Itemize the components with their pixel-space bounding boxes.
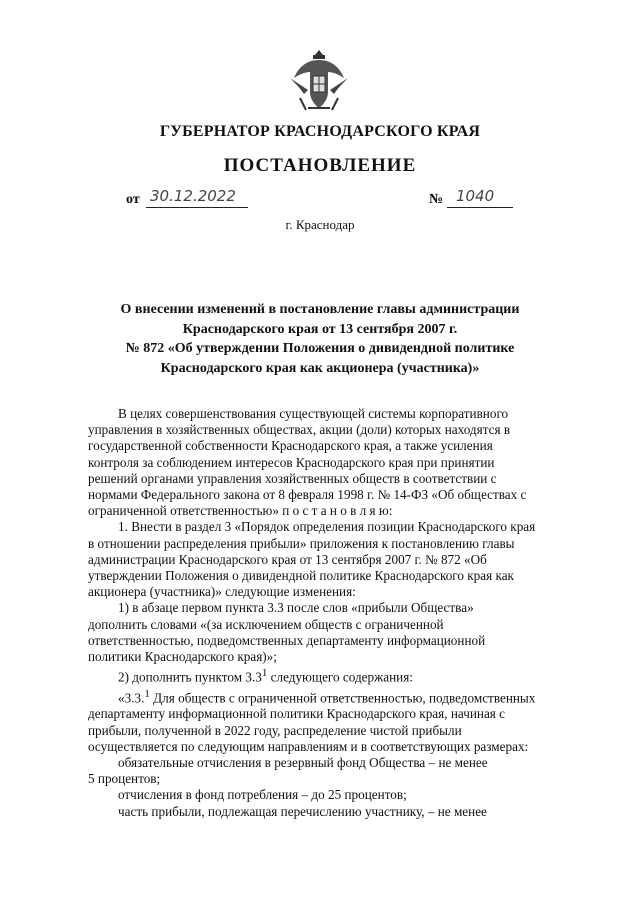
document-number: 1040 [456,187,495,205]
body-text: «3.3. [118,690,145,706]
body-line [88,665,598,686]
body-line: В целях совершенствования существующей системы корпоративного [118,406,509,421]
body-line: отчисления в фонд потребления – до 25 процентов; [118,787,407,803]
body-line: департаменту информационной политики Краснодарского края, начиная с [88,706,506,722]
number-underline [447,207,513,208]
body-line: в отношении распределения прибыли» приложения к постановлению главы [88,535,515,551]
body-line: нормами Федерального закона от 8 февраля 1998 г. № 14-ФЗ «Об обществах с [88,487,527,503]
body-line: 1. Внести в раздел 3 «Порядок определения позиции Краснодарского края [118,519,536,535]
body-line: политики Краснодарского края)»; [88,649,277,665]
document-body [88,406,598,820]
title-line: О внесении изменений в постановление главы администрации [120,302,520,317]
body-text: Для обществ с ограниченной ответственностью, подведомственных [149,690,536,706]
body-line: 1) в абзаце первом пункта 3.3 после слов «прибыли Общества» [118,600,474,616]
number-label: № [429,192,444,207]
body-text: следующего содержания: [267,669,413,685]
body-text: 2) дополнить пунктом 3.3 [118,669,262,685]
body-text: ограниченной ответственностью» [88,503,279,519]
decree-word: п о с т а н о в л я ю: [282,503,393,519]
body-line: решений органами управления хозяйственных обществ в соответствии с [88,470,497,486]
superscript: 1 [261,667,268,680]
title-line: Краснодарского края как акционера (участника)» [160,360,480,376]
document-title [0,300,640,378]
title-line: Краснодарского края от 13 сентября 2007 г. [182,321,458,337]
superscript: 1 [144,687,150,700]
body-line: прибыли, полученной в 2022 году, распределение чистой прибыли [88,722,462,738]
document-type: ПОСТАНОВЛЕНИЕ [223,155,417,176]
body-line: управления в хозяйственных обществах, акции (доли) которых находятся в [88,422,511,438]
body-line: акционера (участника)» следующие изменения: [88,584,356,600]
issuer-title: ГУБЕРНАТОР КРАСНОДАРСКОГО КРАЯ [159,123,481,140]
document-date: 30.12.2022 [150,187,236,205]
body-line: утверждении Положения о дивидендной политике Краснодарского края как [88,568,514,584]
body-line: ответственностью, подведомственных департаменту информационной [88,632,486,648]
city: г. Краснодар [285,217,355,232]
title-line: № 872 «Об утверждении Положения о дивидендной политике [125,341,515,356]
coat-of-arms-icon [286,48,352,114]
body-line: контроля за соблюдением интересов Краснодарского края при принятии [88,454,495,470]
body-line: часть прибыли, подлежащая перечислению участнику, – не менее [118,803,487,819]
body-line: 5 процентов; [88,771,161,787]
body-line [88,503,598,519]
body-line: государственной собственности Краснодарского края, а также усиления [88,438,493,454]
body-line: администрации Краснодарского края от 13 сентября 2007 г. № 872 «Об [88,551,487,567]
date-label: от [126,192,140,207]
body-line: обязательные отчисления в резервный фонд Общества – не менее [118,755,488,771]
body-line: дополнить словами «(за исключением обществ с ограниченной [88,616,444,632]
date-underline [146,207,248,208]
body-line: осуществляется по следующим направлениям и в соответствующих размерах: [88,738,529,754]
body-line [88,686,598,707]
